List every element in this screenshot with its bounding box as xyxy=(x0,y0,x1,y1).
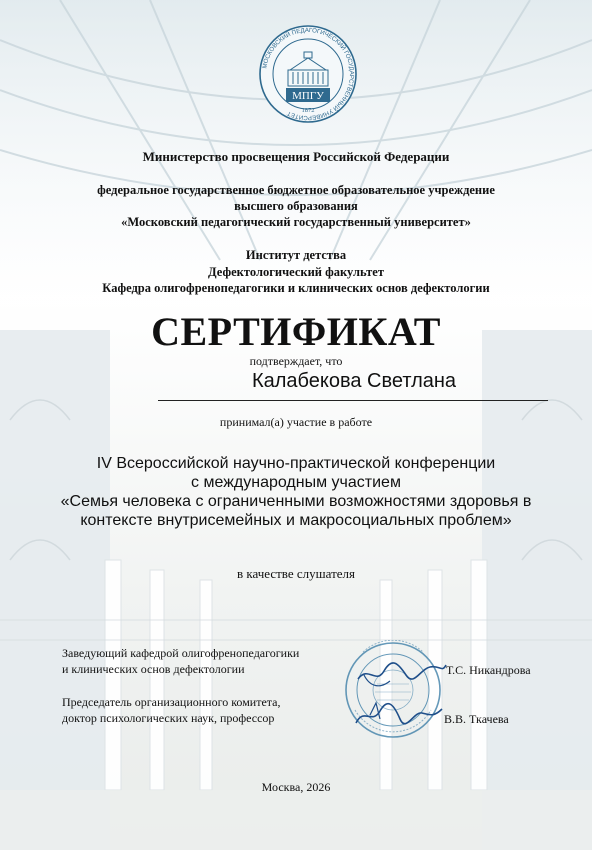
logo-ring-text: МОСКОВСКИЙ ПЕДАГОГИЧЕСКИЙ ГОСУДАРСТВЕННЫЙ УНИВЕРСИТЕТ xyxy=(261,26,356,122)
conference-line-1: IV Всероссийской научно-практической конференции xyxy=(96,455,496,472)
conference-line-2: с международным участием xyxy=(191,474,401,491)
certificate-title: СЕРТИФИКАТ xyxy=(151,309,441,354)
confirms-text: подтверждает, что xyxy=(249,354,343,368)
org-line-1: федеральное государственное бюджетное образовательное учреждение xyxy=(97,183,495,197)
participated-text: принимал(а) участие в работе xyxy=(219,415,373,429)
org-line-2: высшего образования xyxy=(234,199,358,213)
handwritten-signatures xyxy=(350,645,450,735)
org-line-3: «Московский педагогический государственный университет» xyxy=(121,215,471,229)
university-logo xyxy=(258,18,358,156)
head-title-line-2: и клинических основ дефектологии xyxy=(62,662,245,676)
conference-line-3: «Семья человека с ограниченными возможностями здоровья в xyxy=(60,493,532,510)
logo-abbr: МПГУ xyxy=(292,90,324,102)
head-name: Т.С. Никандрова xyxy=(446,663,531,677)
faculty-name: Дефектологический факультет xyxy=(208,265,384,279)
department-name: Кафедра олигофренопедагогики и клинических основ дефектологии xyxy=(102,281,490,295)
logo-year: 1872 xyxy=(301,107,315,114)
recipient-name: Калабекова Светлана xyxy=(251,370,457,392)
ministry-name: Министерство просвещения Российской Федерации xyxy=(142,149,450,164)
chair-title-line-1: Председатель организационного комитета, xyxy=(62,695,281,709)
chair-title-line-2: доктор психологических наук, профессор xyxy=(62,711,275,725)
institute-name: Институт детства xyxy=(245,248,347,262)
chair-name: В.В. Ткачева xyxy=(444,712,509,726)
conference-line-4: контексте внутрисемейных и макросоциальных проблем» xyxy=(80,512,512,529)
city-and-year: Москва, 2026 xyxy=(261,780,331,794)
head-title-line-1: Заведующий кафедрой олигофренопедагогики xyxy=(62,646,300,660)
name-underline xyxy=(158,400,548,401)
participation-role: в качестве слушателя xyxy=(236,566,356,581)
